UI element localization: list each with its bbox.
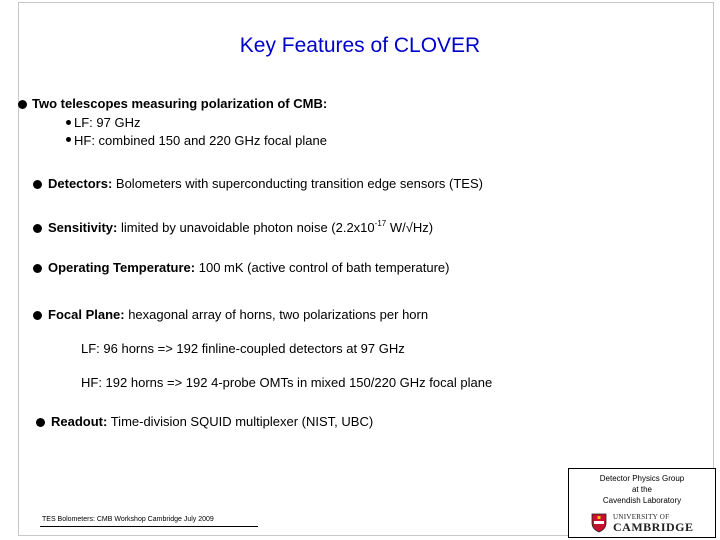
group-line: Cavendish Laboratory (602, 496, 682, 505)
bullet-icon (33, 264, 42, 273)
focal-plane-line: Focal Plane: hexagonal array of horns, two polarizations per horn (48, 307, 429, 322)
crest-icon (591, 513, 607, 533)
footer-divider (40, 526, 258, 527)
bullet-icon (33, 311, 42, 320)
telescopes-heading: Two telescopes measuring polarization of CMB: (32, 96, 328, 111)
logo-big-text: CAMBRIDGE (613, 520, 694, 534)
group-line: Detector Physics Group (599, 474, 685, 483)
cambridge-logo (591, 512, 703, 534)
telescopes-sub-lf: LF: 97 GHz (74, 115, 141, 130)
sub-bullet-icon (66, 137, 71, 142)
footer-text: TES Bolometers: CMB Workshop Cambridge July 2009 (42, 516, 214, 523)
sub-bullet-icon (66, 120, 71, 125)
slide-title: Key Features of CLOVER (239, 34, 481, 57)
operating-temperature-line: Operating Temperature: 100 mK (active control of bath temperature) (48, 260, 450, 275)
focal-plane-lf: LF: 96 horns => 192 finline-coupled detectors at 97 GHz (81, 341, 405, 356)
logo-small-text: UNIVERSITY OF (613, 513, 670, 521)
detectors-line: Detectors: Bolometers with superconducting transition edge sensors (TES) (48, 176, 483, 191)
telescopes-sub-hf: HF: combined 150 and 220 GHz focal plane (74, 133, 327, 148)
group-line: at the (631, 485, 652, 494)
bullet-icon (18, 100, 27, 109)
focal-plane-hf: HF: 192 horns => 192 4-probe OMTs in mixed 150/220 GHz focal plane (81, 375, 493, 390)
bullet-icon (36, 418, 45, 427)
bullet-icon (33, 224, 42, 233)
bullet-icon (33, 180, 42, 189)
sensitivity-line: Sensitivity: limited by unavoidable photon noise ($2.2x10^{-17}$ W/√Hz) (48, 219, 434, 235)
readout-line: Readout: Time-division SQUID multiplexer (NIST, UBC) (51, 414, 374, 429)
